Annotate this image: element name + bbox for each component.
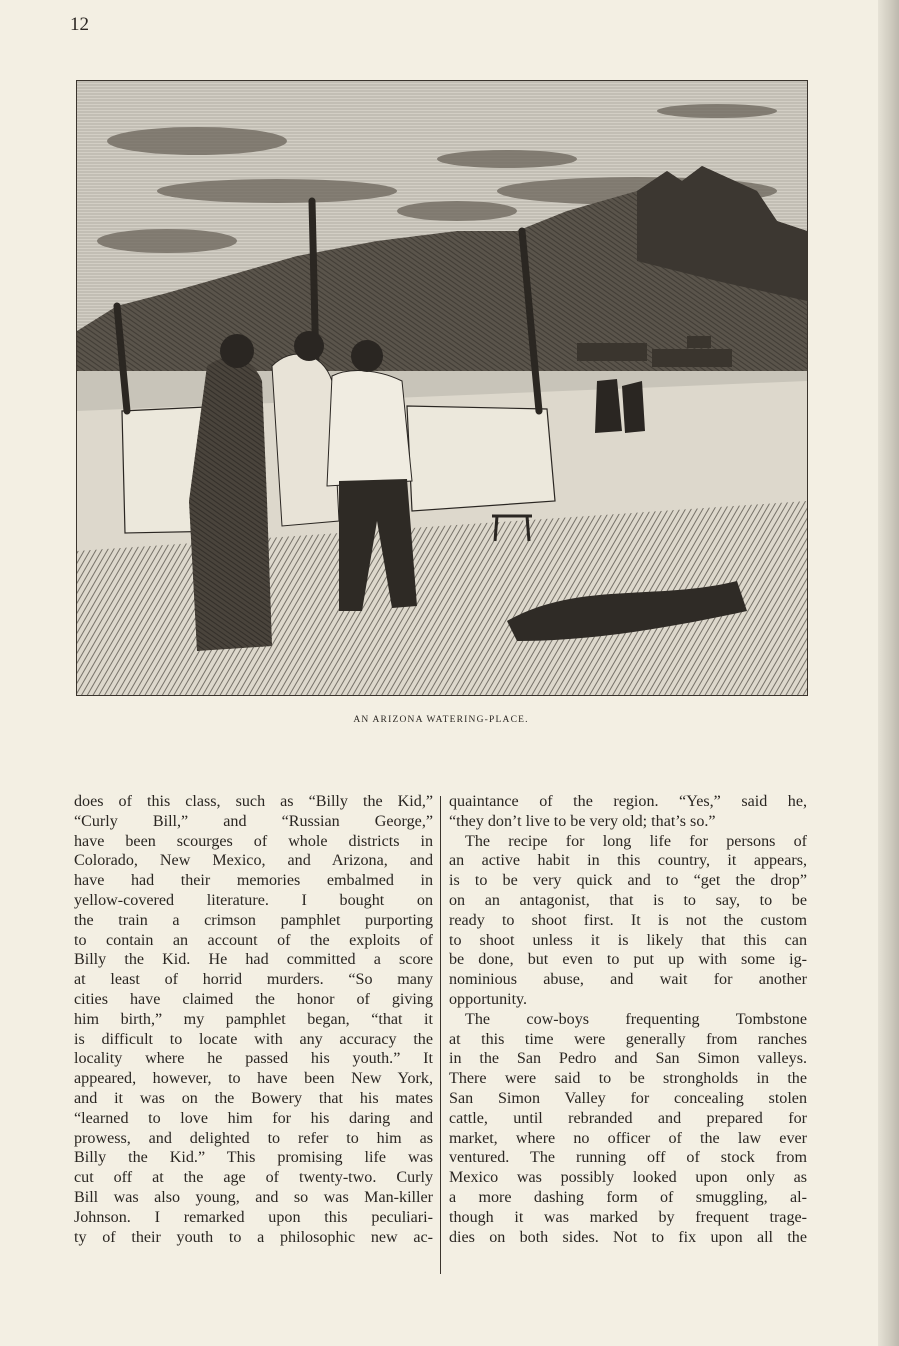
text-line: Billy the Kid. He had committed a score xyxy=(74,951,433,969)
text-line: though it was marked by frequent trage- xyxy=(449,1208,807,1226)
text-line: nominious abuse, and wait for another xyxy=(449,971,807,989)
text-line: cities have claimed the honor of giving xyxy=(74,990,433,1008)
text-line: ty of their youth to a philosophic new ac- xyxy=(74,1228,433,1246)
text-line: prowess, and delighted to refer to him as xyxy=(74,1129,433,1147)
text-line: “Curly Bill,” and “Russian George,” xyxy=(74,812,433,830)
text-line: Mexico was possibly looked upon only as xyxy=(449,1169,807,1187)
text-line: Bill was also young, and so was Man-killer xyxy=(74,1188,433,1206)
text-line: a more dashing form of smuggling, al- xyxy=(449,1188,807,1206)
text-line: The recipe for long life for persons of xyxy=(465,832,807,850)
text-line: The cow-boys frequenting Tombstone xyxy=(465,1010,807,1028)
text-line: locality where he passed his youth.” It xyxy=(74,1050,433,1068)
text-line: is difficult to locate with any accuracy the xyxy=(74,1030,433,1048)
text-line: yellow-covered literature. I bought on xyxy=(74,891,433,909)
text-line: Johnson. I remarked upon this peculiari- xyxy=(74,1208,433,1226)
text-line: ready to shoot first. It is not the custom xyxy=(449,911,807,929)
text-line: at least of horrid murders. “So many xyxy=(74,971,433,989)
text-line: cattle, until rebranded and prepared for xyxy=(449,1109,807,1127)
text-line: the train a crimson pamphlet purporting xyxy=(74,911,433,929)
text-line: Colorado, New Mexico, and Arizona, and xyxy=(74,852,433,870)
engraving-illustration xyxy=(76,80,808,696)
text-line: him birth,” my pamphlet began, “that it xyxy=(74,1010,433,1028)
column-rule xyxy=(440,796,441,1274)
text-line: be done, but even to put up with some ig- xyxy=(449,951,807,969)
text-line: opportunity. xyxy=(449,990,528,1008)
text-line: is to be very quick and to “get the drop” xyxy=(449,872,807,890)
text-line: Billy the Kid.” This promising life was xyxy=(74,1149,433,1167)
text-line: on an antagonist, that is to say, to be xyxy=(449,891,807,909)
text-line: “learned to love him for his daring and xyxy=(74,1109,433,1127)
figure-caption: AN ARIZONA WATERING-PLACE. xyxy=(353,715,529,725)
text-line: to shoot unless it is likely that this can xyxy=(449,931,807,949)
text-line: cut off at the age of twenty-two. Curly xyxy=(74,1169,433,1187)
page-edge xyxy=(878,0,899,1346)
left-column xyxy=(74,792,433,1247)
text-line: and it was on the Bowery that his mates xyxy=(74,1089,433,1107)
text-line: “they don’t live to be very old; that’s so.” xyxy=(449,812,716,830)
text-line: There were said to be strongholds in the xyxy=(449,1070,807,1088)
text-line: have had their memories embalmed in xyxy=(74,872,433,890)
text-line: San Simon Valley for concealing stolen xyxy=(449,1089,807,1107)
text-line: an active habit in this country, it appears, xyxy=(449,852,807,870)
text-line: to contain an account of the exploits of xyxy=(74,931,433,949)
page-number: 12 xyxy=(70,14,89,35)
text-line: at this time were generally from ranches xyxy=(449,1030,807,1048)
text-line: ventured. The running off of stock from xyxy=(449,1149,807,1167)
text-line: appeared, however, to have been New York, xyxy=(74,1070,433,1088)
text-line: does of this class, such as “Billy the Kid,” xyxy=(74,793,433,810)
text-line: dies on both sides. Not to fix upon all the xyxy=(449,1228,807,1246)
text-line: market, where no officer of the law ever xyxy=(449,1129,807,1147)
engraving-scene xyxy=(77,81,807,695)
right-column xyxy=(449,792,807,1247)
text-line: have been scourges of whole districts in xyxy=(74,832,433,850)
text-line: quaintance of the region. “Yes,” said he, xyxy=(449,793,807,810)
text-line: in the San Pedro and San Simon valleys. xyxy=(449,1050,807,1068)
